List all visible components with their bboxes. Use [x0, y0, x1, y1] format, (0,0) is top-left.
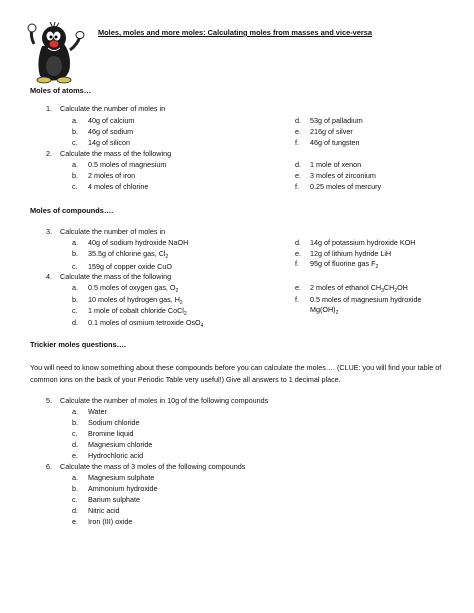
- item-label: a.: [72, 238, 78, 247]
- item-text: 14g of potassium hydroxide KOH: [310, 238, 416, 247]
- item-label: c.: [72, 182, 78, 191]
- item-text: 14g of silicon: [88, 138, 130, 147]
- item-text: 3 moles of zirconium: [310, 171, 376, 180]
- question-text: Calculate the number of moles in 10g of the following compounds: [60, 396, 269, 405]
- section-heading-compounds: Moles of compounds….: [30, 206, 114, 215]
- item-label: a.: [72, 160, 78, 169]
- item-label: e.: [295, 171, 301, 180]
- item-label: e.: [295, 127, 301, 136]
- item-text: 46g of sodium: [88, 127, 134, 136]
- item-text: 159g of copper oxide CuO: [88, 262, 172, 271]
- item-label: e.: [72, 517, 78, 526]
- section-heading-trickier: Trickier moles questions….: [30, 340, 127, 349]
- item-label: a.: [72, 473, 78, 482]
- item-text: 0.5 moles of magnesium hydroxide: [310, 295, 422, 304]
- item-label: f.: [295, 182, 299, 191]
- item-label: c.: [72, 429, 78, 438]
- item-text: 2 moles of ethanol $CH_3CH_2OH$: [310, 283, 408, 294]
- item-text: 0.5 moles of magnesium: [88, 160, 167, 169]
- item-label: a.: [72, 283, 78, 292]
- item-text: Magnesium chloride: [88, 440, 153, 449]
- question-text: Calculate the number of moles in: [60, 104, 166, 113]
- item-label: d.: [295, 238, 301, 247]
- item-label: c.: [72, 306, 78, 315]
- item-text: 53g of palladium: [310, 116, 363, 125]
- item-text: Iron (III) oxide: [88, 517, 133, 526]
- item-label: a.: [72, 116, 78, 125]
- item-text: Magnesium sulphate: [88, 473, 155, 482]
- item-text: Bromine liquid: [88, 429, 134, 438]
- worksheet-title: Moles, moles and more moles: Calculating moles from masses and vice-versa: [98, 28, 372, 37]
- mole-cartoon-illustration: [26, 22, 86, 84]
- item-label: b.: [72, 127, 78, 136]
- question-text: Calculate the mass of the following: [60, 272, 172, 281]
- item-text: 12g of lithium hydride LiH: [310, 249, 392, 258]
- item-label: b.: [72, 418, 78, 427]
- item-text: 2 moles of iron: [88, 171, 136, 180]
- item-label: f.: [295, 138, 299, 147]
- question-text: Calculate the mass of 3 moles of the following compounds: [60, 462, 246, 471]
- item-label: c.: [72, 495, 78, 504]
- item-text: Water: [88, 407, 107, 416]
- item-label: d.: [295, 160, 301, 169]
- question-text: Calculate the mass of the following: [60, 149, 172, 158]
- item-label: c.: [72, 138, 78, 147]
- item-text: Barium sulphate: [88, 495, 140, 504]
- item-text: 40g of sodium hydroxide NaOH: [88, 238, 189, 247]
- item-label: b.: [72, 249, 78, 258]
- item-text: 35.5g of chlorine gas, $Cl_2$: [88, 249, 169, 260]
- item-text: 0.1 moles of osmium tetroxide OsO$_4$: [88, 318, 204, 329]
- item-label: e.: [295, 283, 301, 292]
- item-text: 216g of silver: [310, 127, 353, 136]
- item-label: b.: [72, 295, 78, 304]
- item-text: Hydrochloric acid: [88, 451, 144, 460]
- question-number: 2.: [46, 149, 52, 158]
- item-label: d.: [72, 506, 78, 515]
- item-text: 0.5 moles of oxygen gas, $O_2$: [88, 283, 179, 294]
- item-label: b.: [72, 484, 78, 493]
- item-label: d.: [72, 440, 78, 449]
- item-text: Ammonium hydroxide: [88, 484, 158, 493]
- item-text: 40g of calcium: [88, 116, 135, 125]
- item-text: 1 mole of xenon: [310, 160, 362, 169]
- item-label: d.: [295, 116, 301, 125]
- item-text: 4 moles of chlorine: [88, 182, 149, 191]
- item-label: e.: [295, 249, 301, 258]
- item-label: d.: [72, 318, 78, 327]
- item-label: f.: [295, 295, 299, 304]
- question-number: 1.: [46, 104, 52, 113]
- question-number: 6.: [46, 462, 52, 471]
- item-label: f.: [295, 259, 299, 268]
- item-label: a.: [72, 407, 78, 416]
- section-heading-atoms: Moles of atoms…: [30, 86, 92, 95]
- item-label: e.: [72, 451, 78, 460]
- item-text: 0.25 moles of mercury: [310, 182, 382, 191]
- item-text: 10 moles of hydrogen gas, $H_2$: [88, 295, 183, 306]
- item-label: b.: [72, 171, 78, 180]
- item-text: Nitric acid: [88, 506, 120, 515]
- item-text: 95g of fluorine gas $F_2$: [310, 259, 379, 270]
- item-text-continued: $Mg(OH)_2$: [310, 305, 339, 316]
- item-text: 1 mole of cobalt chloride CoCl$_2$: [88, 306, 187, 317]
- item-text: 46g of tungsten: [310, 138, 360, 147]
- question-number: 3.: [46, 227, 52, 236]
- question-text: Calculate the number of moles in: [60, 227, 166, 236]
- item-label: c.: [72, 262, 78, 271]
- question-number: 4.: [46, 272, 52, 281]
- question-number: 5.: [46, 396, 52, 405]
- instructions-paragraph: You will need to know something about these compounds before you can calculate the moles…. (CLUE: you will find your table of common ions on the back of your Periodic Table very useful!) Give all answers to 1 decimal place.: [30, 363, 442, 384]
- item-text: Sodium chloride: [88, 418, 140, 427]
